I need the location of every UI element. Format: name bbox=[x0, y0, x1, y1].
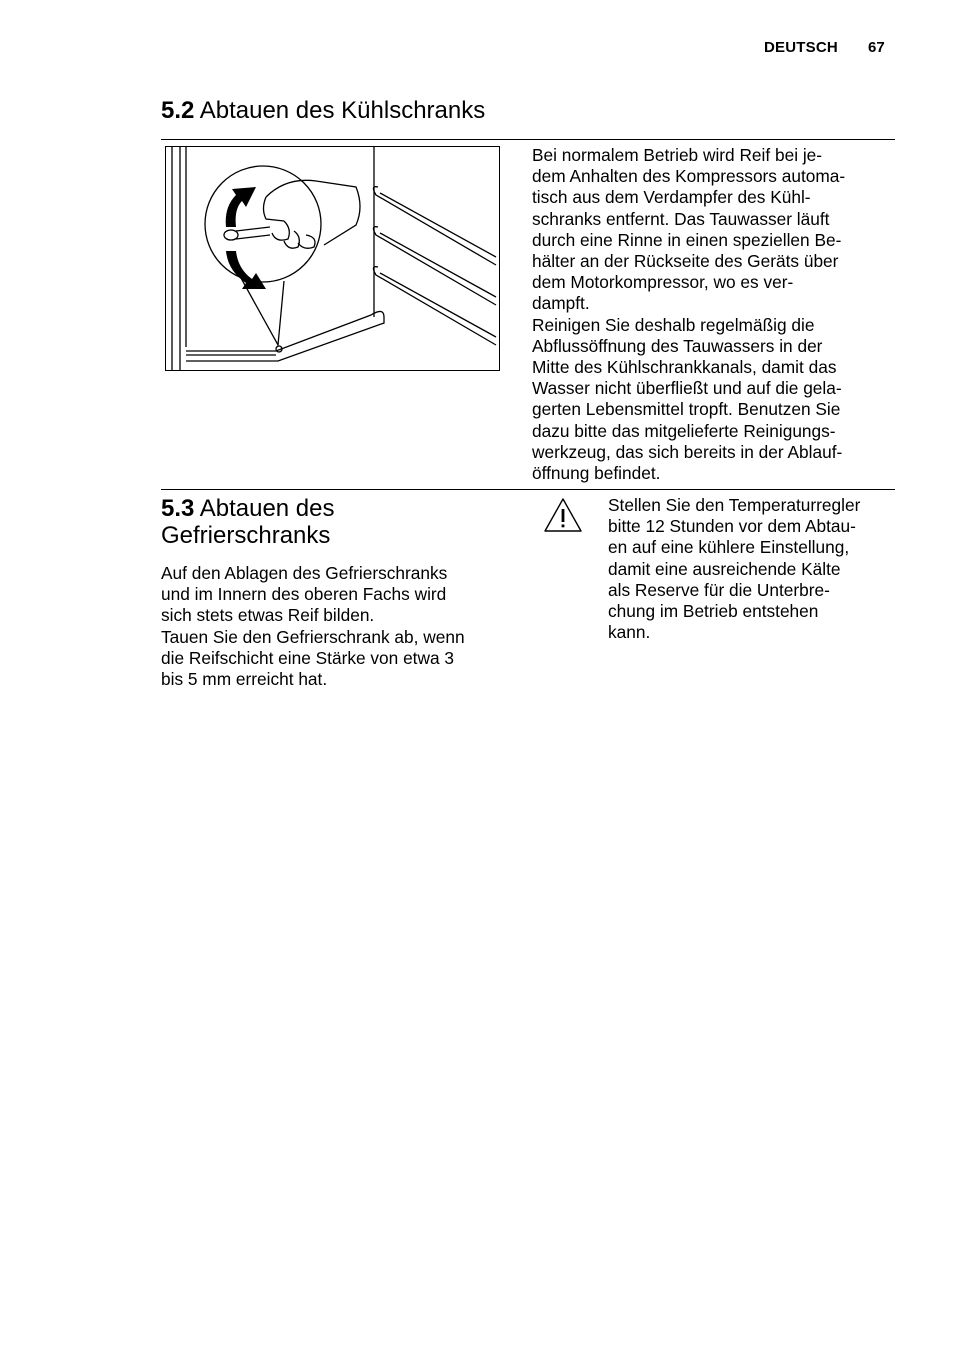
text-line: dem Motorkompressor, wo es ver- bbox=[532, 272, 794, 293]
text-line: die Reifschicht eine Stärke von etwa 3 bbox=[161, 647, 454, 668]
section-divider bbox=[161, 139, 895, 140]
text-line: öffnung befindet. bbox=[532, 463, 661, 484]
section-5-3-heading bbox=[161, 495, 335, 549]
text-line: und im Innern des oberen Fachs wird bbox=[161, 584, 447, 605]
section-title-line bbox=[161, 495, 335, 522]
text-line: schranks entfernt. Das Tauwasser läuft bbox=[532, 208, 830, 229]
text-line: als Reserve für die Unterbre- bbox=[608, 579, 830, 600]
header-language: DEUTSCH bbox=[764, 39, 838, 56]
text-line: durch eine Rinne in einen speziellen Be- bbox=[532, 229, 842, 250]
text-line: kann. bbox=[608, 622, 651, 643]
text-line: tisch aus dem Verdampfer des Kühl- bbox=[532, 187, 811, 208]
section-5-3-body bbox=[161, 563, 465, 690]
text-line: chung im Betrieb entstehen bbox=[608, 601, 819, 622]
text-line: sich stets etwas Reif bilden. bbox=[161, 605, 375, 626]
fridge-drain-cleaning-drawing bbox=[166, 147, 500, 371]
text-line: bitte 12 Stunden vor dem Abtau- bbox=[608, 516, 856, 537]
text-line: dazu bitte das mitgelieferte Reinigungs- bbox=[532, 420, 836, 441]
text-line: Reinigen Sie deshalb regelmäßig die bbox=[532, 314, 815, 335]
text-line: gerten Lebensmittel tropft. Benutzen Sie bbox=[532, 399, 841, 420]
text-line: werkzeug, das sich bereits in der Ablauf- bbox=[532, 441, 843, 462]
text-line: Mitte des Kühlschrankkanals, damit das bbox=[532, 357, 837, 378]
section-number: 5.2 bbox=[161, 97, 195, 124]
text-line: damit eine ausreichende Kälte bbox=[608, 558, 841, 579]
section-title: Abtauen des Kühlschranks bbox=[199, 97, 486, 124]
text-line: dampft. bbox=[532, 293, 590, 314]
text-line: bis 5 mm erreicht hat. bbox=[161, 669, 328, 690]
text-line: Auf den Ablagen des Gefrierschranks bbox=[161, 563, 448, 583]
section-title: Abtauen des bbox=[199, 495, 335, 522]
text-line: Wasser nicht überfließt und auf die gela- bbox=[532, 378, 842, 399]
warning-triangle-icon bbox=[543, 497, 583, 533]
text-line: Bei normalem Betrieb wird Reif bei je- bbox=[532, 145, 823, 165]
text-line: dem Anhalten des Kompressors automa- bbox=[532, 166, 846, 187]
section-number: 5.3 bbox=[161, 495, 195, 522]
text-line: en auf eine kühlere Einstellung, bbox=[608, 537, 850, 558]
text-line: Tauen Sie den Gefrierschrank ab, wenn bbox=[161, 626, 465, 647]
page-number: 67 bbox=[868, 39, 885, 56]
text-line: Stellen Sie den Temperaturregler bbox=[608, 495, 861, 515]
section-5-2-body bbox=[532, 145, 845, 484]
text-line: hälter an der Rückseite des Geräts über bbox=[532, 251, 839, 272]
warning-note bbox=[608, 495, 860, 643]
section-5-2-heading bbox=[161, 97, 485, 124]
section-title-line: Gefrierschranks bbox=[161, 522, 331, 549]
text-line: Abflussöffnung des Tauwassers in der bbox=[532, 335, 823, 356]
defrost-drain-illustration bbox=[165, 146, 500, 371]
section-divider bbox=[161, 489, 895, 490]
